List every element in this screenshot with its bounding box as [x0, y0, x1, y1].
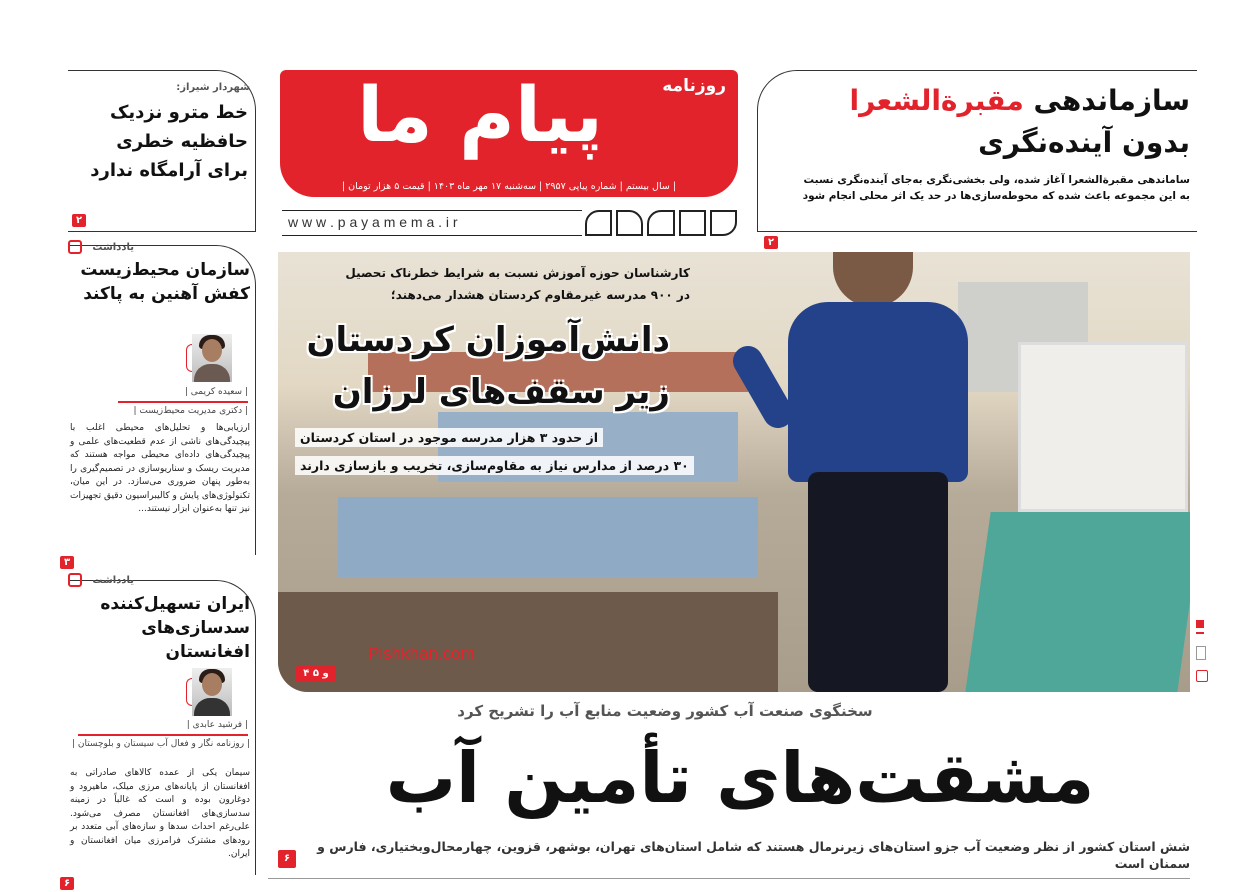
note-author: | سعیده کریمی | [184, 387, 248, 397]
side-icons [1196, 620, 1208, 682]
top-right-summary: ساماندهی مقبرةالشعرا آغاز شده، ولی بخشی‌نگری به‌جای آینده‌نگری نسبت به این مجموعه باعث شده که محوطه‌سازی‌ها در حد یک اثر محلی انجام شود [802, 174, 1190, 202]
watermark: Pishkhan.com [368, 644, 475, 663]
headline-highlight: مقبرةالشعرا [849, 84, 1024, 117]
note-icon [68, 240, 82, 254]
headline-line2: بدون آینده‌نگری [978, 126, 1190, 159]
page-badge: ۶ [278, 850, 296, 868]
note-author-role: | روزنامه نگار و فعال آب سیستان و بلوچستان | [71, 739, 250, 749]
note-body: سیمان یکی از عمده کالاهای صادراتی به افغانستان از پایانه‌های مرزی میلک، ماهیرود و دوغارون بوده و است که غالباً در زمینه سدسازی‌های افغانستان مصرف می‌شود. علی‌رغم احداث سدها و سازه‌های آبی متعدد بر رودهای مشترک فرامرزی میان افغانستان و ایران. [70, 768, 250, 859]
main-sub2: ۳۰ درصد از مدارس نیاز به مقاوم‌سازی، تخریب و بازسازی دارند [295, 456, 694, 475]
note-tag: یادداشت [92, 242, 134, 253]
author-portrait [192, 334, 232, 382]
main-headline-line2: زیر سقف‌های لرزان [332, 372, 670, 412]
bottom-summary: شش استان کشور از نظر وضعیت آب جزو استان‌های زیرنرمال هستند که شامل استان‌های تهران، بوشهر، قزوین، چهارمحال‌وبختیاری، فارس و سمنان است [317, 839, 1190, 871]
note-body: ارزیابی‌ها و تحلیل‌های محیطی اغلب با پیچیدگی‌های ناشی از عدم قطعیت‌های علمی و پیچیدگی‌های داده‌ای محیطی مواجه هستند که مدیریت ریسک و سناریوسازی در تصمیم‌گیری را به‌طور پنهان ضروری می‌سازد. در این میان، تکنولوژی‌های پایش و کالیبراسیون دقیق تجهیزات نیز تنها به‌عنوان ابزار نیستند... [70, 423, 250, 514]
main-headline[interactable] [270, 314, 670, 418]
top-left-headline[interactable]: خط مترو نزدیک حافظیه خطری برای آرامگاه ندارد [90, 102, 248, 181]
page-badge: ۳ [60, 556, 74, 569]
page-badge: ۲ [72, 214, 86, 227]
note-author-role: | دکتری مدیریت محیط‌زیست | [133, 406, 248, 416]
desk [338, 497, 758, 577]
divider [78, 734, 248, 736]
divider [118, 401, 248, 403]
page-badge: ۲ [764, 236, 778, 249]
main-headline-line1: دانش‌آموزان کردستان [306, 320, 670, 360]
note-headline[interactable]: سازمان محیط‌زیست کفش آهنین به پاکند [80, 260, 250, 304]
main-kicker-line2: در ۹۰۰ مدرسه غیرمقاوم کردستان هشدار می‌دهند؛ [390, 288, 690, 302]
boy-pants [808, 472, 948, 692]
shelf [1018, 342, 1188, 512]
bottom-rule [268, 878, 1190, 879]
boy-head [833, 252, 913, 307]
main-kicker-line1: کارشناسان حوزه آموزش نسبت به شرایط خطرناک تحصیل [345, 266, 690, 280]
bottom-kicker: سخنگوی صنعت آب کشور وضعیت منابع آب را تشریح کرد [457, 702, 873, 720]
top-left-kicker: شهردار شیراز: [176, 82, 250, 93]
masthead-logo-text: پیام ما [357, 70, 603, 159]
desk [278, 592, 778, 692]
main-kicker [280, 262, 690, 306]
logo-shapes-decoration [585, 210, 737, 236]
main-sub1: از حدود ۳ هزار مدرسه موجود در استان کردستان [295, 428, 603, 447]
top-right-headline[interactable] [780, 80, 1190, 164]
boy-shirt [788, 302, 968, 482]
masthead-label: روزنامه [662, 76, 726, 96]
page-badge: ۴ و ۵ [296, 666, 336, 682]
page-badge: ۶ [60, 877, 74, 890]
note-icon [68, 573, 82, 587]
note-headline[interactable]: ایران تسهیل‌کننده سدسازی‌های افغانستان [100, 594, 250, 662]
masthead-logo[interactable] [280, 70, 738, 197]
headline-part1: سازماندهی [1033, 84, 1190, 117]
masthead-url[interactable]: w w w . p a y a m e m a . i r [282, 210, 582, 236]
note-author: | فرشید عابدی | [186, 720, 248, 730]
bottom-headline[interactable]: مشقت‌های تأمین آب [385, 737, 1095, 819]
author-portrait [192, 668, 232, 716]
teacher-desk [965, 512, 1190, 692]
masthead-info: | سال بیستم | شماره پیاپی ۲۹۵۷ | سه‌شنبه ۱۷ مهر ماه ۱۴۰۳ | قیمت ۵ هزار تومان | [341, 181, 677, 192]
note-tag: یادداشت [92, 575, 134, 586]
